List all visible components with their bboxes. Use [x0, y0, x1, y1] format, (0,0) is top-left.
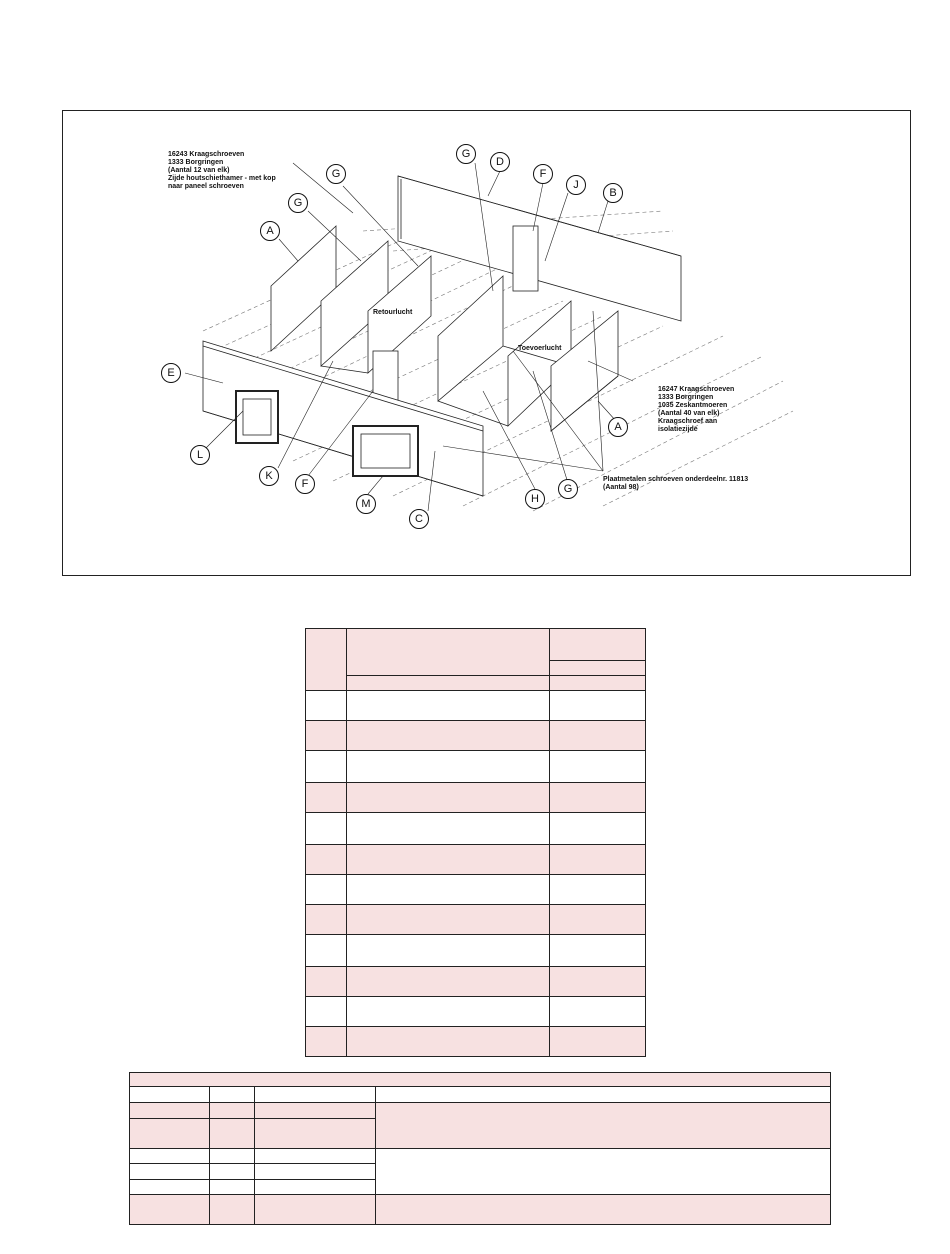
table-cell [550, 783, 646, 813]
table-cell [347, 905, 550, 935]
table-cell [306, 845, 347, 875]
callout-k: K [259, 466, 279, 486]
label-retourlucht: Retourlucht [373, 309, 413, 316]
bottom-table-cell [130, 1149, 210, 1164]
table-cell [347, 721, 550, 751]
callout-g: G [558, 479, 578, 499]
bottom-table-cell [255, 1180, 376, 1195]
callout-g: G [288, 193, 308, 213]
exploded-assembly-diagram [62, 110, 911, 576]
table-cell [550, 997, 646, 1027]
table-cell [347, 997, 550, 1027]
callout-f: F [533, 164, 553, 184]
table-cell [347, 845, 550, 875]
bottom-table-cell [210, 1119, 255, 1149]
parts-table [305, 628, 646, 1057]
bottom-table-cell [210, 1180, 255, 1195]
callout-f: F [295, 474, 315, 494]
callout-d: D [490, 152, 510, 172]
note-right: 16247 Kraagschroeven 1333 Borgringen 1035 Zeskantmoeren (Aantal 40 van elk) Kraagschroef aan isolatiezijde [658, 386, 735, 433]
bottom-table-cell [130, 1087, 210, 1103]
table-cell [306, 721, 347, 751]
bottom-table-cell [255, 1195, 376, 1225]
callout-b: B [603, 183, 623, 203]
table-cell [306, 751, 347, 783]
table-cell [550, 967, 646, 997]
bottom-table-cell [130, 1195, 210, 1225]
table-cell [306, 783, 347, 813]
table-cell [306, 875, 347, 905]
frame-m [353, 426, 418, 476]
callout-a: A [260, 221, 280, 241]
callout-h: H [525, 489, 545, 509]
panel-g-supply-1 [438, 276, 503, 401]
table-cell [347, 1027, 550, 1057]
perforated-panel-f-right [513, 226, 538, 291]
callout-e: E [161, 363, 181, 383]
table-cell [550, 1027, 646, 1057]
callout-l: L [190, 445, 210, 465]
table-cell [550, 845, 646, 875]
bottom-table-cell [255, 1087, 376, 1103]
callout-g: G [326, 164, 346, 184]
table-cell [306, 997, 347, 1027]
table-header-cell [550, 629, 646, 661]
table-cell [550, 905, 646, 935]
table-cell [347, 967, 550, 997]
bottom-table [129, 1072, 831, 1225]
table-cell [347, 935, 550, 967]
bottom-table-cell [210, 1103, 255, 1119]
table-cell [347, 875, 550, 905]
bottom-table-cell [130, 1103, 210, 1119]
bottom-table-cell [130, 1164, 210, 1180]
callout-c: C [409, 509, 429, 529]
bottom-table-cell [255, 1103, 376, 1119]
table-header-cell [347, 629, 550, 676]
bottom-table-cell [130, 1119, 210, 1149]
table-header-cell [306, 629, 347, 691]
table-cell [550, 875, 646, 905]
note-top-left: 16243 Kraagschroeven 1333 Borgringen (Aantal 12 van elk) Zijde houtschiethamer - met kop naar paneel schroeven [168, 151, 276, 190]
bottom-table-cell [255, 1119, 376, 1149]
callout-a: A [608, 417, 628, 437]
bottom-table-header [130, 1073, 831, 1087]
bottom-table-cell [210, 1087, 255, 1103]
table-cell [306, 905, 347, 935]
bottom-table-cell [376, 1087, 831, 1103]
table-cell [306, 691, 347, 721]
callout-m: M [356, 494, 376, 514]
bottom-table-cell [255, 1164, 376, 1180]
bottom-table-cell [130, 1180, 210, 1195]
bottom-table-cell [255, 1149, 376, 1164]
table-header-cell [347, 676, 550, 691]
table-cell [306, 967, 347, 997]
table-header-cell [550, 676, 646, 691]
label-toevoerlucht: Toevoerlucht [518, 345, 562, 352]
callout-j: J [566, 175, 586, 195]
note-bottom: Plaatmetalen schroeven onderdeelnr. 11813 (Aantal 98) [603, 476, 749, 491]
bottom-table-cell [376, 1103, 831, 1149]
back-panel [398, 176, 681, 321]
table-cell [306, 813, 347, 845]
table-cell [347, 813, 550, 845]
callout-g: G [456, 144, 476, 164]
table-cell [550, 813, 646, 845]
table-cell [306, 935, 347, 967]
table-cell [347, 751, 550, 783]
table-header-cell [550, 661, 646, 676]
bottom-table-cell [376, 1149, 831, 1195]
bottom-table-cell [210, 1164, 255, 1180]
bottom-table-cell [210, 1149, 255, 1164]
table-cell [550, 721, 646, 751]
bottom-table-cell [210, 1195, 255, 1225]
table-cell [550, 751, 646, 783]
table-cell [550, 935, 646, 967]
table-cell [347, 783, 550, 813]
bottom-table-cell [376, 1195, 831, 1225]
table-cell [550, 691, 646, 721]
table-cell [306, 1027, 347, 1057]
table-cell [347, 691, 550, 721]
